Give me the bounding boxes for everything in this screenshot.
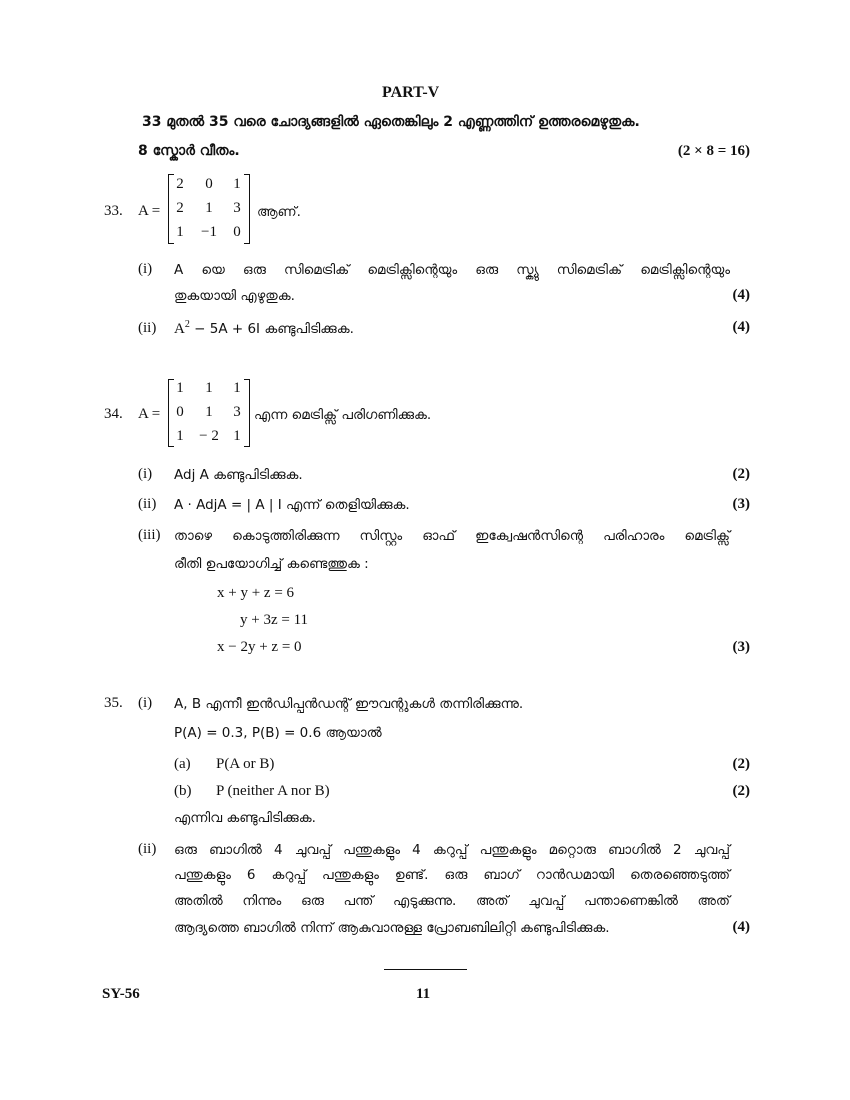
q33-part-i-label: (i) xyxy=(138,261,153,277)
matrix-row xyxy=(168,176,250,196)
part-title: PART-V xyxy=(382,84,440,101)
q35-part-i-line2: P(A) = 0.3, P(B) = 0.6 ആയാൽ xyxy=(174,725,382,741)
matrix-cell: 1 xyxy=(233,380,241,396)
q35-part-ii-label: (ii) xyxy=(138,841,157,857)
expr-exponent: 2 xyxy=(184,319,190,330)
matrix-row xyxy=(168,428,250,448)
matrix-cell: 3 xyxy=(233,200,241,216)
q35-part-ii-line3: അതിൽ നിന്നും ഒരു പന്ത് എടുക്കുന്നു. അത് ചുവപ്പ് പന്താണെങ്കിൽ അത് xyxy=(174,893,730,909)
equation-3: x − 2y + z = 0 xyxy=(217,639,302,655)
expr-rest: − 5A + 6I കണ്ടുപിടിക്കുക. xyxy=(189,321,354,337)
q33-part-ii-label: (ii) xyxy=(138,320,157,336)
matrix-cell: 0 xyxy=(205,176,213,192)
q34-suffix: എന്ന മെട്രിക്സ് പരിഗണിക്കുക. xyxy=(254,407,432,423)
expr-a: A xyxy=(174,321,185,337)
q35-item-b-marks: (2) xyxy=(732,783,750,799)
matrix-row xyxy=(168,380,250,400)
footer-divider xyxy=(384,969,467,970)
page-number: 11 xyxy=(416,986,431,1002)
q35-item-b-text: P (neither A nor B) xyxy=(216,783,330,799)
q35-part-i-line1: A, B എന്നീ ഇൻഡിപ്പൻഡന്റ് ഈവന്റുകൾ തന്നിരിക്കുന്നു. xyxy=(174,696,524,712)
matrix-cell: 1 xyxy=(233,176,241,192)
matrix-row xyxy=(168,200,250,220)
matrix-cell: 3 xyxy=(233,404,241,420)
instruction-text: 33 മുതൽ 35 വരെ ചോദ്യങ്ങളിൽ ഏതെങ്കിലും 2 എണ്ണത്തിന് ഉത്തരമെഴുതുക. xyxy=(142,114,640,130)
matrix-cell: −1 xyxy=(201,224,217,240)
matrix-cell: 1 xyxy=(233,428,241,444)
paper-code: SY-56 xyxy=(102,986,140,1002)
matrix-cell: 1 xyxy=(176,224,184,240)
q34-part-ii-marks: (3) xyxy=(732,496,750,512)
q33-lhs: A = xyxy=(138,203,161,219)
q35-part-i-closing: എന്നിവ കണ്ടുപിടിക്കുക. xyxy=(174,810,316,826)
q33-matrix xyxy=(168,174,250,244)
matrix-cell: 2 xyxy=(176,200,184,216)
q35-part-ii-line2: പന്തുകളും 6 കറുപ്പ് പന്തുകളും ഉണ്ട്. ഒരു ബാഗ് റാൻഡമായി തെരഞ്ഞെടുത്ത് xyxy=(174,867,730,883)
question-34-number: 34. xyxy=(104,406,123,422)
matrix-cell: 0 xyxy=(176,404,184,420)
q34-part-iii-line2: രീതി ഉപയോഗിച്ച് കണ്ടെത്തുക : xyxy=(174,556,369,572)
q34-matrix xyxy=(168,379,250,447)
matrix-cell: 1 xyxy=(176,380,184,396)
q35-part-ii-line1: ഒരു ബാഗിൽ 4 ചുവപ്പ് പന്തുകളും 4 കറുപ്പ് പന്തുകളും മറ്റൊരു ബാഗിൽ 2 ചുവപ്പ് xyxy=(174,842,730,858)
q35-part-ii-marks: (4) xyxy=(732,919,750,935)
q35-item-a-label: (a) xyxy=(174,756,191,772)
q35-item-b-label: (b) xyxy=(174,783,192,799)
matrix-cell: 1 xyxy=(176,428,184,444)
matrix-cell: 1 xyxy=(205,380,213,396)
q34-part-i-text: Adj A കണ്ടുപിടിക്കുക. xyxy=(174,467,303,483)
matrix-cell: 0 xyxy=(233,224,241,240)
matrix-cell: 1 xyxy=(205,404,213,420)
q33-part-i-marks: (4) xyxy=(732,287,750,303)
q34-part-i-marks: (2) xyxy=(732,466,750,482)
score-each-text: 8 സ്കോർ വീതം. xyxy=(138,143,240,159)
q33-part-i-line2: തുകയായി എഴുതുക. xyxy=(174,288,295,304)
equation-1: x + y + z = 6 xyxy=(217,585,295,601)
q34-part-iii-line1: താഴെ കൊടുത്തിരിക്കുന്ന സിസ്റ്റം ഓഫ് ഇക്വേഷൻസിന്റെ പരിഹാരം മെട്രിക്സ് xyxy=(174,528,730,544)
q33-part-ii-expression xyxy=(174,319,354,338)
q35-item-a-marks: (2) xyxy=(732,756,750,772)
equation-2: y + 3z = 11 xyxy=(240,612,309,628)
q33-part-ii-marks: (4) xyxy=(732,319,750,335)
q34-part-i-label: (i) xyxy=(138,466,153,482)
q33-suffix: ആണ്. xyxy=(257,204,301,220)
q34-lhs: A = xyxy=(138,406,161,422)
matrix-cell: 2 xyxy=(176,176,184,192)
matrix-cell: − 2 xyxy=(199,428,219,444)
total-marks: (2 × 8 = 16) xyxy=(677,143,750,159)
matrix-row xyxy=(168,224,250,244)
matrix-row xyxy=(168,404,250,424)
q34-part-iii-label: (iii) xyxy=(138,527,161,543)
question-35-number: 35. xyxy=(104,695,123,711)
q35-part-ii-line4: ആദ്യത്തെ ബാഗിൽ നിന്ന് ആകുവാനുള്ള പ്രോബബിലിറ്റി കണ്ടുപിടിക്കുക. xyxy=(174,920,610,936)
q34-part-iii-marks: (3) xyxy=(732,639,750,655)
q33-part-i-line1: A യെ ഒരു സിമെട്രിക് മെട്രിക്സിന്റെയും ഒരു സ്ക്യു സിമെട്രിക് മെട്രിക്സിന്റെയും xyxy=(174,262,730,278)
q35-part-i-label: (i) xyxy=(138,695,153,711)
q35-item-a-text: P(A or B) xyxy=(216,756,275,772)
matrix-cell: 1 xyxy=(205,200,213,216)
q34-part-ii-label: (ii) xyxy=(138,496,157,512)
q34-part-ii-text: A · AdjA = | A | I എന്ന് തെളിയിക്കുക. xyxy=(174,497,410,513)
question-33-number: 33. xyxy=(104,203,123,219)
